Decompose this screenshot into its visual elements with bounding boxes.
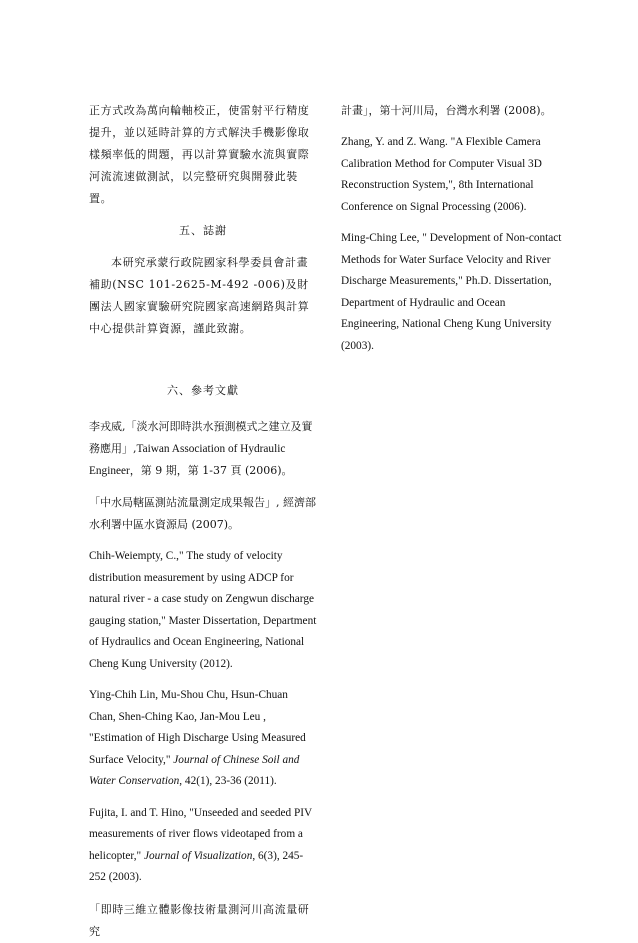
reference-5 xyxy=(89,803,317,889)
reference-4-tail: , 42(1), 23-36 (2011). xyxy=(179,775,277,787)
reference-5-tail: , 6(3), 245-252 (2003). xyxy=(89,849,304,883)
reference-2: 「中水局轄區測站流量測定成果報告」, 經濟部水利署中區水資源局 (2007)。 xyxy=(89,496,316,531)
reference-1-zh: 李戎威,「淡水河即時洪水預測模式之建立及實務應用」, xyxy=(89,420,313,455)
reference-7: Zhang, Y. and Z. Wang. "A Flexible Camera Calibration Method for Computer Visual 3D Reconstruction System,", 8th International Conference on Signal Processing (2006). xyxy=(341,136,542,213)
acknowledgement-paragraph: 本研究承蒙行政院國家科學委員會計畫補助(NSC 101-2625-M-492 -006)及財團法人國家實驗研究院國家高速網路與計算中心提供計算資源，謹此致謝。 xyxy=(89,256,310,335)
reference-5-authors: Fujita, I. and T. Hino, "Unseeded and seeded PIV measurements of river flows videotaped from a helicopter," xyxy=(89,806,312,862)
reference-5-journal: Journal of Visualization xyxy=(143,849,253,862)
acknowledgement-heading: 五、誌謝 xyxy=(179,224,227,237)
reference-6-start: 「即時三維立體影像技術量測河川高流量研究 xyxy=(89,902,310,938)
reference-8: Ming-Ching Lee, " Development of Non-contact Methods for Water Surface Velocity and River Discharge Measurements," Ph.D. Dissertation, Department of Hydraulic and Ocean Engineering, National Cheng Kung University (2003). xyxy=(341,232,562,352)
reference-3: Chih-Weiempty, C.," The study of velocity distribution measurement by using ADCP for natural river - a case study on Zengwun discharge gauging station," Master Dissertation, Department of Hydraulics and Ocean Engineering, National Cheng Kung University (2012). xyxy=(89,550,317,670)
reference-4-journal: Journal of Chinese Soil and Water Conservation xyxy=(89,753,300,787)
reference-4-authors: Ying-Chih Lin, Mu-Shou Chu, Hsun-Chuan Chan, Shen-Ching Kao, Jan-Mou Leu , "Estimation of High Discharge Using Measured Surface Velocity," xyxy=(89,689,306,766)
left-column xyxy=(89,100,317,943)
reference-6-end: 計畫」，第十河川局，台灣水利署 (2008)。 xyxy=(341,104,552,117)
reference-1 xyxy=(89,416,317,482)
reference-1-tail: ，第 9 期，第 1-37 頁 (2006)。 xyxy=(129,464,293,477)
reference-4 xyxy=(89,685,317,793)
reference-1-en: Taiwan Association of Hydraulic Engineer xyxy=(89,443,286,477)
references-heading: 六、參考文獻 xyxy=(167,384,239,397)
intro-paragraph: 正方式改為萬向輪軸校正，使雷射平行精度提升，並以延時計算的方式解決手機影像取樣頻率低的問題，再以計算實驗水流與實際河流流速做測試，以完整研究與開發此裝置。 xyxy=(89,104,310,205)
right-column xyxy=(341,100,563,357)
